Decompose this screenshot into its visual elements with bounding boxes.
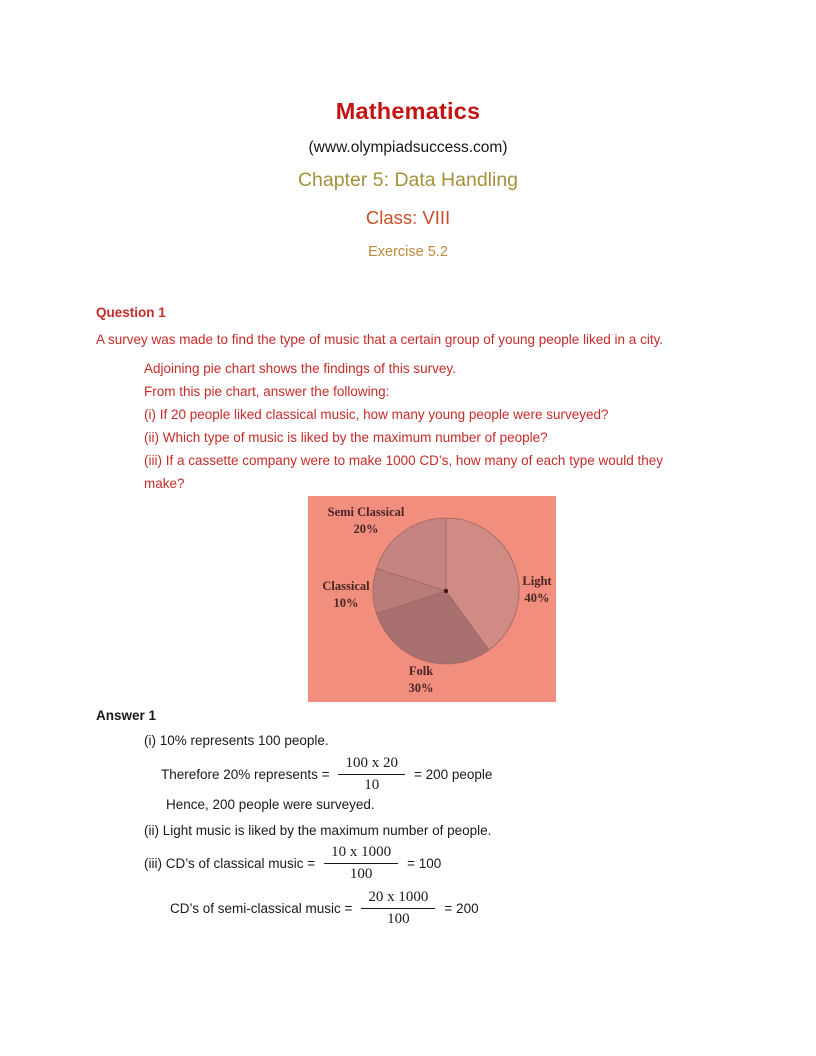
question-body <box>144 357 663 495</box>
page-title: Mathematics <box>335 98 481 124</box>
site-url: (www.olympiadsuccess.com) <box>308 139 508 156</box>
fraction-denominator: 100 <box>387 911 410 928</box>
question-line: Adjoining pie chart shows the findings of this survey. <box>144 361 456 376</box>
question-line: (iii) If a cassette company were to make 1000 CD’s, how many of each type would they <box>144 453 663 468</box>
question-line: make? <box>144 476 185 491</box>
question-line: From this pie chart, answer the following: <box>144 384 390 399</box>
answer-line-hence: Hence, 200 people were surveyed. <box>166 797 375 812</box>
fraction-numerator: 100 x 20 <box>338 755 405 775</box>
pie-label-value: 40% <box>524 591 550 605</box>
fraction <box>324 844 398 884</box>
fraction-denominator: 100 <box>349 866 373 883</box>
equation-suffix: = 100 <box>407 856 442 872</box>
pie-label-light <box>511 573 563 607</box>
pie-label-value: 20% <box>353 522 379 536</box>
equation-suffix: = 200 people <box>413 767 493 783</box>
pie-label-value: 30% <box>408 681 434 695</box>
pie-label-folk <box>393 663 449 697</box>
question-intro: A survey was made to find the type of music that a certain group of young people liked in a city. <box>96 332 664 347</box>
pie-chart-figure <box>308 496 556 702</box>
exercise-heading: Exercise 5.2 <box>368 244 448 260</box>
equation-prefix: Therefore 20% represents = <box>161 767 330 783</box>
equation-suffix: = 200 <box>444 901 479 917</box>
answer-line-ii: (ii) Light music is liked by the maximum number of people. <box>144 823 492 838</box>
fraction-numerator: 20 x 1000 <box>361 889 435 909</box>
fraction <box>338 755 405 795</box>
fraction-numerator: 10 x 1000 <box>324 844 398 864</box>
equation-prefix: (iii) CD’s of classical music = <box>144 856 316 872</box>
question-heading: Question 1 <box>96 305 166 320</box>
pie-label-classical <box>308 578 384 612</box>
answer-equation-iii-semi-classical <box>170 889 479 929</box>
pie-label-name: Classical <box>322 579 370 593</box>
pie-label-value: 10% <box>333 596 359 610</box>
pie-label-semi-classical <box>314 504 418 538</box>
answer-equation-i <box>161 755 492 795</box>
chapter-heading: Chapter 5: Data Handling <box>297 169 519 191</box>
answer-heading: Answer 1 <box>96 708 157 723</box>
fraction <box>361 889 435 929</box>
equation-prefix: CD’s of semi-classical music = <box>170 901 353 917</box>
class-heading: Class: VIII <box>365 207 451 228</box>
pie-center-dot <box>444 589 448 593</box>
fraction-denominator: 10 <box>364 777 380 794</box>
question-line: (ii) Which type of music is liked by the maximum number of people? <box>144 430 548 445</box>
pie-label-name: Semi Classical <box>327 505 405 519</box>
question-line: (i) If 20 people liked classical music, how many young people were surveyed? <box>144 407 609 422</box>
answer-equation-iii-classical <box>144 844 441 884</box>
pie-label-name: Folk <box>408 664 434 678</box>
answer-line-i: (i) 10% represents 100 people. <box>144 733 329 748</box>
pie-label-name: Light <box>522 574 552 588</box>
